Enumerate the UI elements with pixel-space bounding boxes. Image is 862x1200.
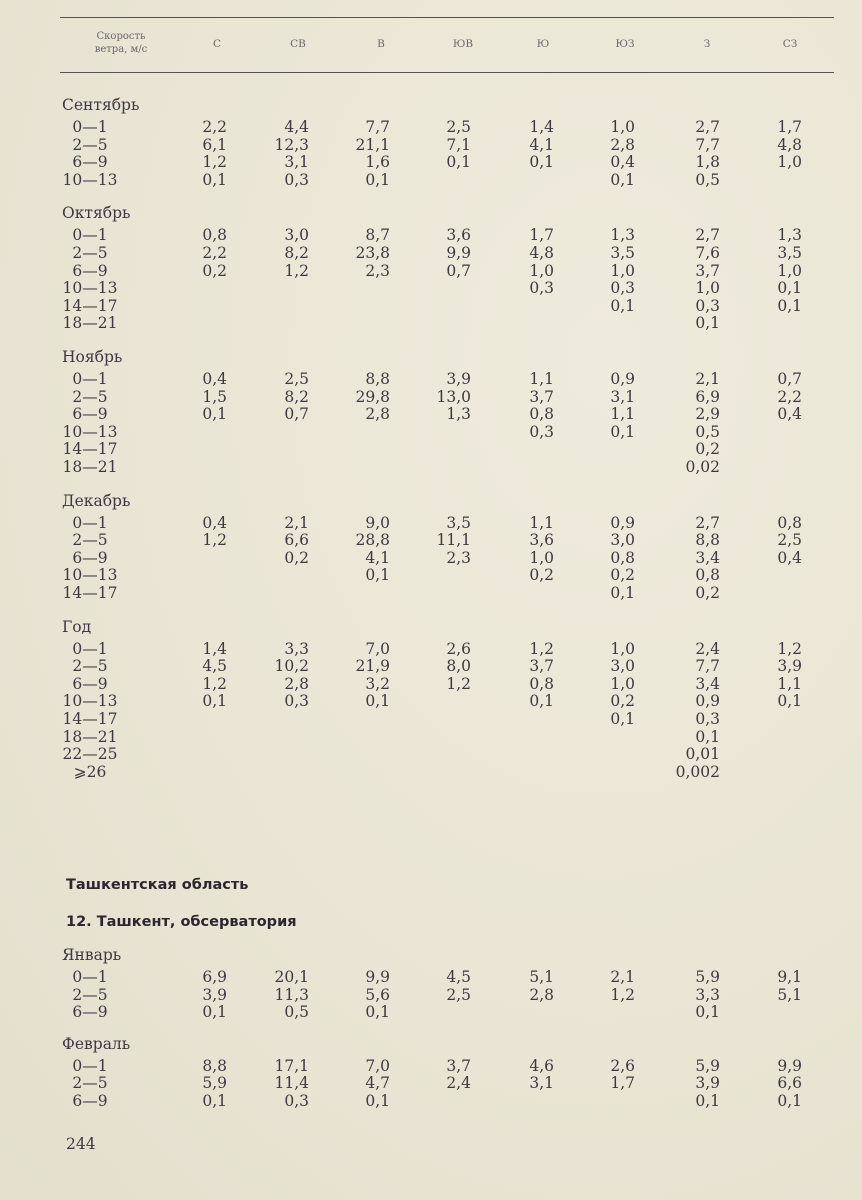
table-row (0, 171, 862, 189)
month-heading: Февраль (62, 1034, 131, 1053)
cell-value: 2,1 (695, 370, 720, 388)
table-row (0, 657, 862, 675)
cell-value: 1,2 (777, 639, 802, 658)
cell-value: 2,8 (365, 405, 390, 424)
cell-value: 0,7 (777, 370, 802, 388)
cell-value: 8,2 (284, 244, 309, 262)
cell-value: 0,1 (777, 296, 802, 315)
cell-value: 3,3 (695, 985, 720, 1004)
table-row (0, 262, 862, 280)
speed-range: 2—5 (72, 657, 108, 676)
cell-value: 8,2 (284, 387, 309, 406)
cell-value: 2,4 (695, 639, 720, 658)
speed-range: 14—17 (62, 710, 118, 728)
cell-value: 2,5 (446, 118, 471, 136)
speed-range: 22—25 (62, 745, 118, 764)
cell-value: 11,4 (274, 1074, 309, 1093)
speed-range: 14—17 (62, 584, 118, 602)
speed-range: 14—17 (62, 440, 118, 459)
cell-value: 3,5 (446, 513, 471, 532)
cell-value: 0,3 (695, 296, 720, 315)
cell-value: 0,9 (610, 370, 635, 388)
speed-range: 6—9 (72, 1092, 108, 1110)
cell-value: 2,8 (284, 674, 309, 693)
cell-value: 3,5 (610, 244, 635, 262)
cell-value: 0,1 (695, 314, 720, 333)
cell-value: 3,9 (202, 985, 227, 1004)
cell-value: 8,8 (202, 1056, 227, 1075)
table-row (0, 640, 862, 658)
cell-value: 0,5 (284, 1003, 309, 1022)
cell-value: 2,2 (777, 387, 802, 406)
header-dir-s: Ю (536, 38, 550, 50)
cell-value: 3,1 (529, 1074, 554, 1093)
cell-value: 5,1 (529, 968, 554, 986)
table-row (0, 1074, 862, 1092)
header-speed-line1: Скорость (96, 31, 146, 42)
month-heading: Декабрь (62, 491, 131, 510)
cell-value: 29,8 (355, 387, 390, 406)
speed-range: 18—21 (62, 727, 118, 746)
cell-value: 3,4 (695, 548, 720, 567)
cell-value: 3,5 (777, 244, 802, 262)
cell-value: 0,3 (284, 1092, 309, 1110)
speed-range: 0—1 (72, 639, 108, 658)
speed-range: 6—9 (72, 548, 108, 567)
cell-value: 4,5 (446, 968, 471, 986)
cell-value: 2,9 (695, 405, 720, 424)
header-dir-ne: СВ (290, 38, 306, 50)
cell-value: 9,9 (365, 968, 390, 986)
cell-value: 0,4 (777, 405, 802, 424)
cell-value: 0,1 (202, 170, 227, 189)
cell-value: 3,3 (284, 639, 309, 658)
cell-value: 0,1 (610, 296, 635, 315)
cell-value: 0,4 (202, 513, 227, 532)
month-heading: Октябрь (62, 204, 131, 223)
cell-value: 5,9 (202, 1074, 227, 1093)
cell-value: 5,1 (777, 985, 802, 1004)
cell-value: 1,0 (777, 261, 802, 280)
table-row (0, 370, 862, 388)
cell-value: 0,1 (365, 1092, 390, 1110)
header-dir-se: ЮВ (452, 38, 474, 50)
table-row (0, 153, 862, 171)
table-row (0, 314, 862, 332)
table-row (0, 136, 862, 154)
cell-value: 0,3 (284, 170, 309, 189)
cell-value: 0,1 (529, 153, 554, 172)
cell-value: 9,9 (446, 244, 471, 262)
cell-value: 4,8 (777, 135, 802, 154)
cell-value: 4,1 (529, 135, 554, 154)
cell-value: 3,9 (777, 657, 802, 676)
speed-range: 10—13 (62, 279, 118, 298)
table-row (0, 584, 862, 602)
cell-value: 7,0 (365, 1056, 390, 1075)
cell-value: 0,8 (529, 674, 554, 693)
cell-value: 0,5 (695, 170, 720, 189)
table-row (0, 566, 862, 584)
cell-value: 1,4 (202, 639, 227, 658)
cell-value: 1,7 (777, 118, 802, 136)
cell-value: 3,0 (284, 226, 309, 245)
table-row (0, 514, 862, 532)
table-row (0, 710, 862, 728)
cell-value: 0,2 (529, 566, 554, 585)
cell-value: 1,0 (610, 118, 635, 136)
cell-value: 4,5 (202, 657, 227, 676)
cell-value: 0,1 (777, 1092, 802, 1110)
header-speed-label (66, 31, 176, 56)
cell-value: 4,4 (284, 118, 309, 136)
cell-value: 3,0 (610, 531, 635, 550)
cell-value: 0,1 (777, 692, 802, 711)
speed-range: 2—5 (72, 1074, 108, 1093)
speed-range: 0—1 (72, 513, 108, 532)
speed-range: 0—1 (72, 968, 108, 986)
cell-value: 20,1 (274, 968, 309, 986)
cell-value: 0,2 (695, 440, 720, 459)
speed-range: 6—9 (72, 153, 108, 172)
cell-value: 21,1 (355, 135, 390, 154)
speed-range: 10—13 (62, 566, 118, 585)
cell-value: 2,8 (610, 135, 635, 154)
cell-value: 1,2 (202, 153, 227, 172)
table-row (0, 279, 862, 297)
cell-value: 2,8 (529, 985, 554, 1004)
cell-value: 2,1 (284, 513, 309, 532)
table-row (0, 968, 862, 986)
cell-value: 8,8 (365, 370, 390, 388)
table-row (0, 405, 862, 423)
speed-range: 10—13 (62, 170, 118, 189)
cell-value: 3,7 (529, 387, 554, 406)
speed-range: 2—5 (72, 244, 108, 262)
cell-value: 0,9 (610, 513, 635, 532)
cell-value: 0,1 (365, 566, 390, 585)
cell-value: 0,1 (610, 422, 635, 441)
cell-value: 7,6 (695, 244, 720, 262)
cell-value: 6,9 (695, 387, 720, 406)
month-heading: Январь (62, 946, 122, 964)
speed-range: 0—1 (72, 118, 108, 136)
cell-value: 0,1 (365, 1003, 390, 1022)
cell-value: 2,2 (202, 118, 227, 136)
cell-value: 1,0 (610, 639, 635, 658)
cell-value: 0,4 (610, 153, 635, 172)
cell-value: 1,0 (529, 261, 554, 280)
cell-value: 3,4 (695, 674, 720, 693)
cell-value: 2,7 (695, 118, 720, 136)
cell-value: 0,1 (529, 692, 554, 711)
cell-value: 5,6 (365, 985, 390, 1004)
cell-value: 2,6 (610, 1056, 635, 1075)
cell-value: 1,3 (610, 226, 635, 245)
cell-value: 0,1 (365, 170, 390, 189)
cell-value: 8,7 (365, 226, 390, 245)
cell-value: 0,1 (365, 692, 390, 711)
cell-value: 1,0 (777, 153, 802, 172)
cell-value: 0,3 (284, 692, 309, 711)
cell-value: 0,8 (695, 566, 720, 585)
cell-value: 2,4 (446, 1074, 471, 1093)
table-row (0, 226, 862, 244)
cell-value: 1,8 (695, 153, 720, 172)
header-dir-w: З (703, 38, 711, 50)
cell-value: 3,7 (529, 657, 554, 676)
cell-value: 1,3 (777, 226, 802, 245)
cell-value: 0,2 (610, 692, 635, 711)
table-row (0, 692, 862, 710)
cell-value: 0,2 (610, 566, 635, 585)
header-dir-sw: ЮЗ (615, 38, 635, 50)
table-row (0, 388, 862, 406)
cell-value: 3,6 (529, 531, 554, 550)
cell-value: 1,2 (202, 531, 227, 550)
cell-value: 1,4 (529, 118, 554, 136)
cell-value: 1,3 (446, 405, 471, 424)
cell-value: 1,2 (284, 261, 309, 280)
speed-range: 6—9 (72, 261, 108, 280)
cell-value: 0,1 (695, 1092, 720, 1110)
cell-value: 3,6 (446, 226, 471, 245)
cell-value: 23,8 (355, 244, 390, 262)
header-speed-line2: ветра, м/с (94, 43, 148, 55)
month-heading: Сентябрь (62, 96, 140, 114)
cell-value: 1,1 (529, 513, 554, 532)
speed-range: 6—9 (72, 1003, 108, 1022)
cell-value: 21,9 (355, 657, 390, 676)
month-heading: Ноябрь (62, 348, 123, 366)
cell-value: 3,1 (610, 387, 635, 406)
cell-value: 0,1 (446, 153, 471, 172)
cell-value: 0,1 (610, 710, 635, 728)
cell-value: 0,3 (610, 279, 635, 298)
cell-value: 0,1 (695, 727, 720, 746)
cell-value: 0,8 (202, 226, 227, 245)
speed-range: 0—1 (72, 226, 108, 245)
cell-value: 2,7 (695, 226, 720, 245)
cell-value: 3,7 (446, 1056, 471, 1075)
cell-value: 11,1 (436, 531, 471, 550)
cell-value: 0,4 (777, 548, 802, 567)
cell-value: 2,6 (446, 639, 471, 658)
cell-value: 7,1 (446, 135, 471, 154)
cell-value: 6,6 (284, 531, 309, 550)
cell-value: 2,5 (777, 531, 802, 550)
header-dir-n: С (212, 38, 222, 50)
cell-value: 13,0 (436, 387, 471, 406)
table-row (0, 675, 862, 693)
speed-range: 18—21 (62, 458, 118, 476)
cell-value: 3,1 (284, 153, 309, 172)
cell-value: 6,1 (202, 135, 227, 154)
speed-range: 14—17 (62, 296, 118, 315)
cell-value: 0,1 (610, 170, 635, 189)
cell-value: 9,9 (777, 1056, 802, 1075)
cell-value: 7,7 (695, 657, 720, 676)
cell-value: 7,7 (365, 118, 390, 136)
cell-value: 6,9 (202, 968, 227, 986)
table-row (0, 244, 862, 262)
cell-value: 5,9 (695, 1056, 720, 1075)
cell-value: 0,1 (202, 1092, 227, 1110)
cell-value: 1,1 (777, 674, 802, 693)
table-row (0, 1003, 862, 1021)
cell-value: 0,8 (777, 513, 802, 532)
cell-value: 3,0 (610, 657, 635, 676)
cell-value: 1,7 (610, 1074, 635, 1093)
table-row (0, 986, 862, 1004)
cell-value: 0,8 (610, 548, 635, 567)
cell-value: 2,3 (446, 548, 471, 567)
table-row (0, 763, 862, 781)
table-row (0, 531, 862, 549)
table-row (0, 458, 862, 476)
cell-value: 4,1 (365, 548, 390, 567)
cell-value: 1,6 (365, 153, 390, 172)
month-heading: Год (62, 617, 92, 636)
cell-value: 3,9 (446, 370, 471, 388)
speed-range: ⩾26 (73, 762, 107, 781)
cell-value: 1,0 (610, 261, 635, 280)
table-header-rule (60, 72, 834, 73)
speed-range: 2—5 (72, 135, 108, 154)
cell-value: 2,5 (446, 985, 471, 1004)
table-row (0, 549, 862, 567)
table-row (0, 297, 862, 315)
cell-value: 1,2 (446, 674, 471, 693)
speed-range: 2—5 (72, 387, 108, 406)
page-number: 244 (66, 1135, 96, 1153)
cell-value: 0,1 (202, 1003, 227, 1022)
station-title: 12. Ташкент, обсерватория (66, 914, 297, 930)
cell-value: 7,0 (365, 639, 390, 658)
cell-value: 0,1 (695, 1003, 720, 1022)
cell-value: 1,1 (610, 405, 635, 424)
table-row (0, 1092, 862, 1110)
cell-value: 1,0 (610, 674, 635, 693)
cell-value: 1,2 (529, 639, 554, 658)
cell-value: 0,3 (695, 710, 720, 728)
cell-value: 0,01 (685, 745, 720, 764)
cell-value: 11,3 (274, 985, 309, 1004)
cell-value: 0,4 (202, 370, 227, 388)
cell-value: 1,2 (610, 985, 635, 1004)
cell-value: 6,6 (777, 1074, 802, 1093)
cell-value: 1,2 (202, 674, 227, 693)
cell-value: 2,3 (365, 261, 390, 280)
table-row (0, 728, 862, 746)
cell-value: 0,1 (777, 279, 802, 298)
cell-value: 0,7 (284, 405, 309, 424)
cell-value: 1,5 (202, 387, 227, 406)
cell-value: 5,9 (695, 968, 720, 986)
cell-value: 1,0 (695, 279, 720, 298)
speed-range: 2—5 (72, 985, 108, 1004)
cell-value: 0,002 (675, 762, 720, 781)
cell-value: 1,0 (529, 548, 554, 567)
cell-value: 0,1 (202, 405, 227, 424)
cell-value: 0,2 (202, 261, 227, 280)
speed-range: 6—9 (72, 674, 108, 693)
cell-value: 4,8 (529, 244, 554, 262)
cell-value: 8,0 (446, 657, 471, 676)
cell-value: 0,2 (695, 584, 720, 602)
cell-value: 2,1 (610, 968, 635, 986)
cell-value: 0,1 (202, 692, 227, 711)
cell-value: 7,7 (695, 135, 720, 154)
speed-range: 6—9 (72, 405, 108, 424)
cell-value: 0,8 (529, 405, 554, 424)
cell-value: 2,2 (202, 244, 227, 262)
table-row (0, 1057, 862, 1075)
cell-value: 0,9 (695, 692, 720, 711)
cell-value: 12,3 (274, 135, 309, 154)
cell-value: 3,2 (365, 674, 390, 693)
cell-value: 0,7 (446, 261, 471, 280)
table-top-rule (60, 17, 834, 18)
cell-value: 0,3 (529, 279, 554, 298)
table-row (0, 118, 862, 136)
cell-value: 2,5 (284, 370, 309, 388)
cell-value: 0,5 (695, 422, 720, 441)
cell-value: 1,7 (529, 226, 554, 245)
cell-value: 0,2 (284, 548, 309, 567)
speed-range: 2—5 (72, 531, 108, 550)
table-row (0, 745, 862, 763)
cell-value: 1,1 (529, 370, 554, 388)
cell-value: 9,1 (777, 968, 802, 986)
cell-value: 4,7 (365, 1074, 390, 1093)
cell-value: 0,3 (529, 422, 554, 441)
cell-value: 0,02 (685, 458, 720, 476)
cell-value: 0,1 (610, 584, 635, 602)
cell-value: 28,8 (355, 531, 390, 550)
speed-range: 18—21 (62, 314, 118, 333)
cell-value: 8,8 (695, 531, 720, 550)
cell-value: 4,6 (529, 1056, 554, 1075)
speed-range: 10—13 (62, 692, 118, 711)
table-row (0, 440, 862, 458)
region-title: Ташкентская область (66, 877, 249, 893)
speed-range: 0—1 (72, 1056, 108, 1075)
header-dir-nw: СЗ (782, 38, 798, 50)
cell-value: 3,9 (695, 1074, 720, 1093)
cell-value: 10,2 (274, 657, 309, 676)
cell-value: 3,7 (695, 261, 720, 280)
speed-range: 10—13 (62, 422, 118, 441)
table-row (0, 423, 862, 441)
header-dir-e: В (377, 38, 385, 50)
cell-value: 9,0 (365, 513, 390, 532)
cell-value: 17,1 (274, 1056, 309, 1075)
cell-value: 2,7 (695, 513, 720, 532)
speed-range: 0—1 (72, 370, 108, 388)
